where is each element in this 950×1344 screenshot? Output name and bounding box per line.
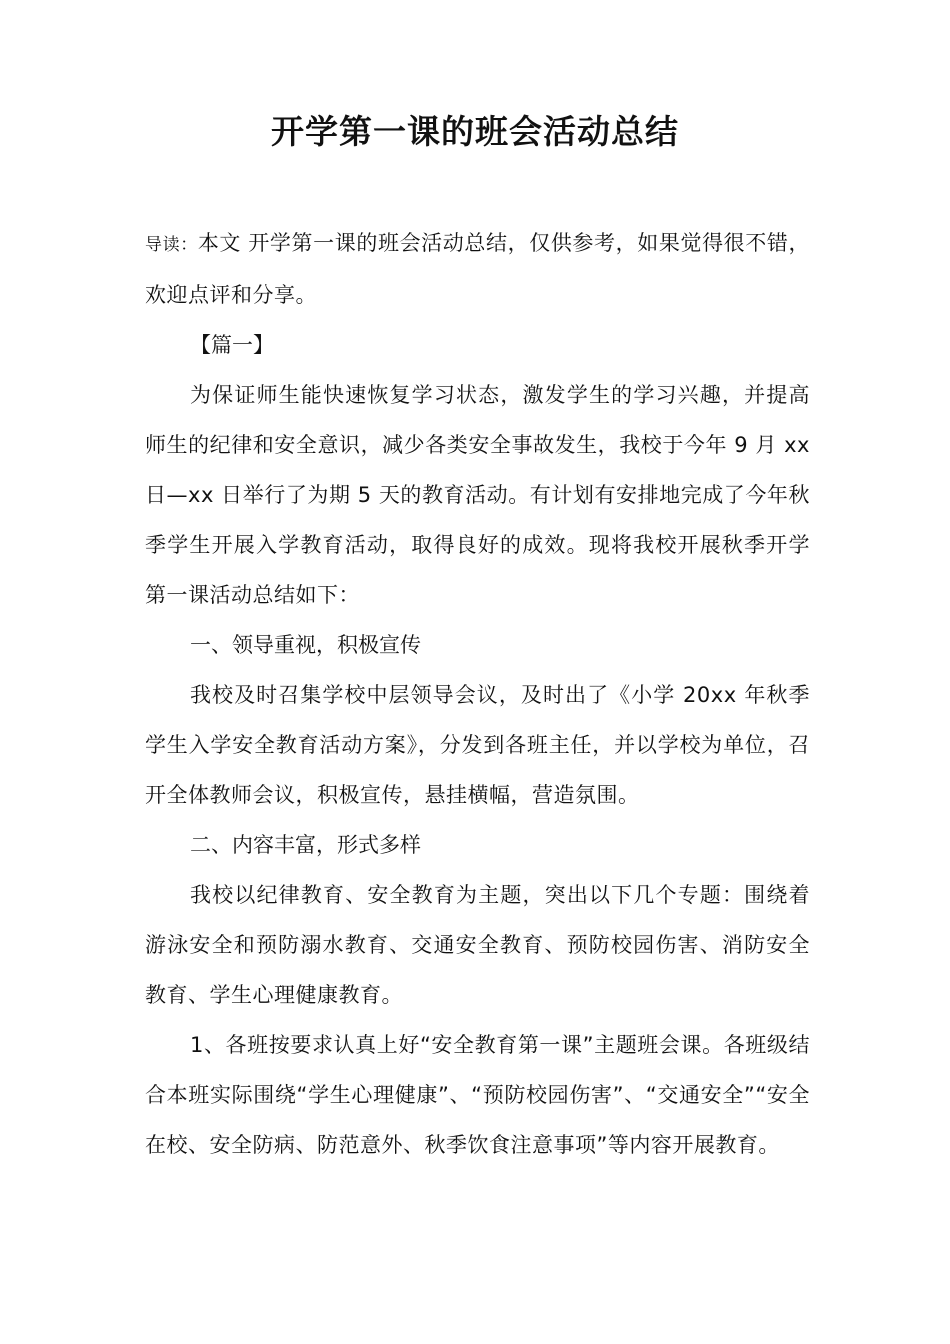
paragraph-3: 我校以纪律教育、安全教育为主题，突出以下几个专题：围绕着游泳安全和预防溺水教育、交通安全教育、预防校园伤害、消防安全教育、学生心理健康教育。	[145, 883, 810, 1007]
section-heading-2: 二、内容丰富，形式多样	[190, 833, 421, 857]
intro-text: 本文 开学第一课的班会活动总结，仅供参考，如果觉得很不错，欢迎点评和分享。	[145, 231, 810, 307]
document-body	[145, 218, 810, 1170]
part-label: 【篇一】	[190, 333, 274, 357]
section-heading-1: 一、领导重视，积极宣传	[190, 633, 421, 657]
intro-label: 导读：	[145, 235, 198, 255]
paragraph-2: 我校及时召集学校中层领导会议，及时出了《小学 20xx 年秋季学生入学安全教育活动方案》，分发到各班主任，并以学校为单位，召开全体教师会议，积极宣传，悬挂横幅，营造氛围。	[145, 683, 810, 807]
paragraph-1: 为保证师生能快速恢复学习状态，激发学生的学习兴趣，并提高师生的纪律和安全意识，减少各类安全事故发生，我校于今年 9 月 xx 日—xx 日举行了为期 5 天的教育活动。有计划有安排地完成了今年秋季学生开展入学教育活动，取得良好的成效。现将我校开展秋季开学第一课活动总结如下：	[145, 383, 810, 607]
intro-paragraph	[145, 218, 810, 320]
paragraph-4: 1、各班按要求认真上好“安全教育第一课”主题班会课。各班级结合本班实际围绕“学生心理健康”、“预防校园伤害”、“交通安全”“安全在校、安全防病、防范意外、秋季饮食注意事项”等内容开展教育。	[145, 1033, 810, 1157]
document-title: 开学第一课的班会活动总结	[271, 112, 679, 151]
